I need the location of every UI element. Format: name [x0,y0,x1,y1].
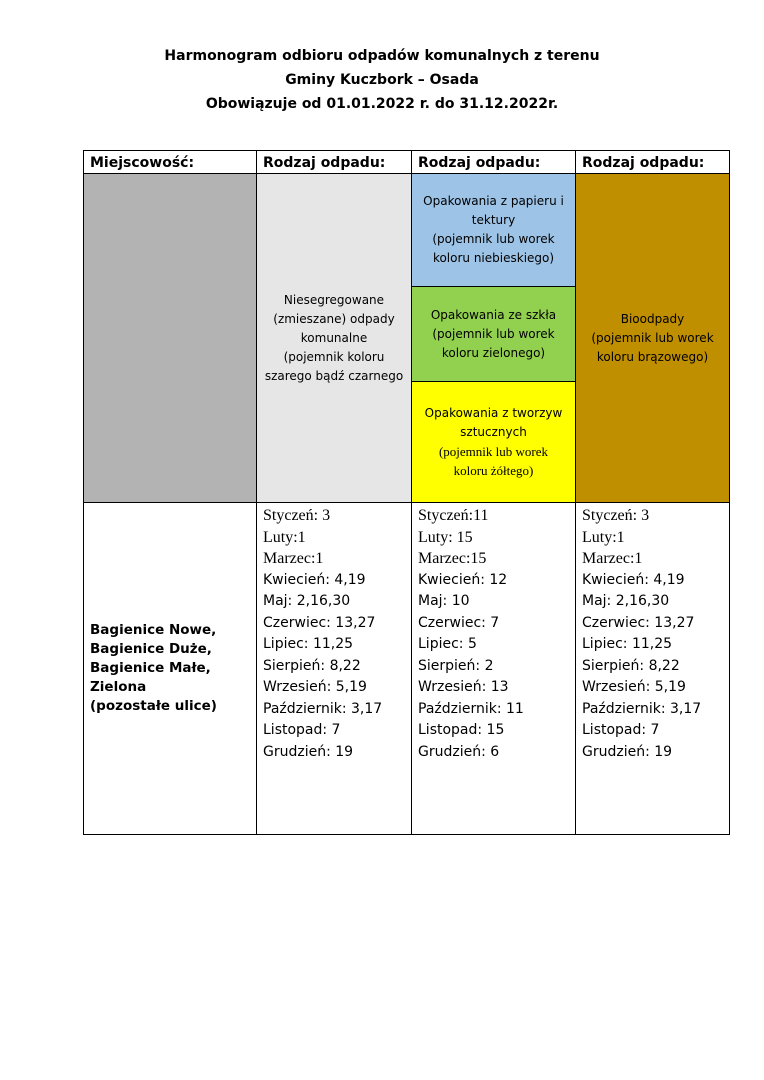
location-line-5: (pozostałe ulice) [90,698,217,714]
date-entry: Grudzień: 19 [263,743,354,760]
mixed-line-1: Niesegregowane [283,292,385,307]
glass-waste-cell [411,286,576,382]
bio-waste-cell [575,173,730,503]
date-entry: Luty:1 [582,528,625,546]
mixed-waste-cell [256,173,412,503]
title-line-1: Harmonogram odbioru odpadów komunalnych z terenu [164,48,600,64]
title-line-3: Obowiązuje od 01.01.2022 r. do 31.12.2022r. [205,96,559,112]
date-entry: Sierpień: 8,22 [263,657,361,674]
date-entry: Październik: 11 [418,700,524,717]
date-entry: Marzec:15 [418,550,487,567]
date-entry: Kwiecień: 12 [418,571,508,588]
date-entry: Listopad: 7 [582,722,660,738]
date-entry: Styczeń: 3 [263,507,331,524]
paper-line-3: (pojemnik lub worek [432,232,555,246]
mixed-line-4: (pojemnik koloru [283,349,385,364]
date-entry: Luty: 15 [418,528,473,546]
document-title [0,44,764,116]
date-entry: Maj: 2,16,30 [582,593,670,609]
plastic-line-2: sztucznych [460,425,527,439]
date-entry: Grudzień: 6 [418,743,500,760]
bio-line-3: koloru brązowego) [596,349,709,364]
date-entry: Wrzesień: 5,19 [582,679,686,695]
date-entry: Wrzesień: 5,19 [263,679,367,695]
paper-line-4: koloru niebieskiego) [432,251,555,265]
date-entry: Wrzesień: 13 [418,679,509,695]
glass-line-3: koloru zielonego) [441,345,546,360]
mixed-schedule-cell [256,502,412,835]
header-location: Miejscowość: [83,150,257,174]
date-entry: Sierpień: 8,22 [582,657,680,674]
plastic-waste-cell [411,381,576,503]
date-entry: Kwiecień: 4,19 [263,571,366,588]
location-line-1: Bagienice Nowe, [90,622,217,638]
paper-waste-cell [411,173,576,287]
paper-line-1: Opakowania z papieru i [423,194,564,208]
date-entry: Styczeń:11 [418,507,489,524]
location-header-cell [83,173,257,503]
location-cell [83,502,257,835]
date-entry: Luty:1 [263,528,306,546]
date-entry: Listopad: 15 [418,722,505,738]
date-entry: Październik: 3,17 [263,700,383,717]
date-entry: Czerwiec: 7 [418,614,500,631]
date-entry: Październik: 3,17 [582,700,702,717]
bio-line-2: (pojemnik lub worek [591,330,714,345]
location-line-2: Bagienice Duże, [90,641,212,657]
header-waste-type-2: Rodzaj odpadu: [411,150,576,174]
date-entry: Czerwiec: 13,27 [582,614,695,631]
date-entry: Maj: 2,16,30 [263,593,351,609]
date-entry: Lipiec: 11,25 [582,636,673,652]
date-entry: Kwiecień: 4,19 [582,571,685,588]
recycling-schedule-cell [411,502,576,835]
date-entry: Czerwiec: 13,27 [263,614,376,631]
mixed-line-2: (zmieszane) odpady [273,311,395,326]
date-entry: Listopad: 7 [263,722,341,738]
mixed-line-3: komunalne [300,330,368,345]
date-entry: Lipiec: 11,25 [263,636,354,652]
date-entry: Marzec:1 [263,550,324,567]
bio-schedule-cell [575,502,730,835]
plastic-line-3: (pojemnik lub worek [438,444,549,459]
header-waste-type-1: Rodzaj odpadu: [256,150,412,174]
location-line-3: Bagienice Małe, [90,660,211,676]
date-entry: Sierpień: 2 [418,657,494,674]
date-entry: Maj: 10 [418,593,470,609]
glass-line-1: Opakowania ze szkła [430,307,557,322]
header-waste-type-3: Rodzaj odpadu: [575,150,730,174]
date-entry: Lipiec: 5 [418,636,477,652]
date-entry: Styczeń: 3 [582,507,650,524]
location-line-4: Zielona [90,679,147,695]
plastic-line-1: Opakowania z tworzyw [424,406,563,420]
mixed-line-5: szarego bądź czarnego [264,368,404,383]
plastic-line-4: koloru żółtego) [453,463,534,478]
glass-line-2: (pojemnik lub worek [432,326,555,341]
bio-line-1: Bioodpady [620,311,685,326]
date-entry: Marzec:1 [582,550,643,567]
date-entry: Grudzień: 19 [582,743,673,760]
paper-line-2: tektury [471,213,516,227]
title-line-2: Gminy Kuczbork – Osada [285,72,479,88]
schedule-table [83,150,730,835]
